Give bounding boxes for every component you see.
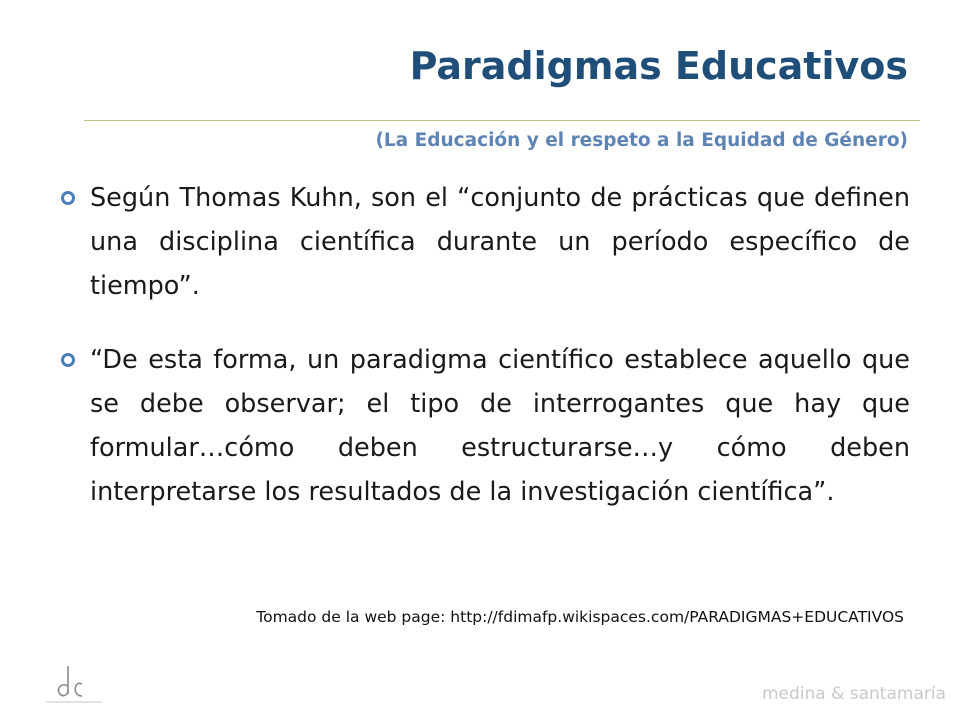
bullet-item bbox=[58, 338, 910, 514]
footer-credit: medina & santamaría bbox=[761, 684, 946, 704]
bullet-text: “De esta forma, un paradigma científico establece aquello que se debe observar; el tipo de interrogantes que hay que formular…cómo deben estructurarse…y cómo deben interpretarse los resultados de la investigación científica”. bbox=[90, 345, 910, 507]
ring-bullet-icon bbox=[60, 352, 76, 368]
bullet-text: Según Thomas Kuhn, son el “conjunto de prácticas que definen una disciplina científica durante un período específico de tiempo”. bbox=[90, 183, 910, 301]
dc-monogram-logo bbox=[42, 660, 106, 710]
source-citation: Tomado de la web page: http://fdimafp.wikispaces.com/PARADIGMAS+EDUCATIVOS bbox=[256, 608, 904, 626]
slide-subtitle: (La Educación y el respeto a la Equidad de Género) bbox=[375, 130, 908, 151]
title-divider bbox=[84, 120, 920, 121]
ring-bullet-icon bbox=[60, 190, 76, 206]
bullet-item bbox=[58, 176, 910, 308]
bullet-list bbox=[58, 176, 910, 514]
slide-title: Paradigmas Educativos bbox=[409, 44, 908, 88]
